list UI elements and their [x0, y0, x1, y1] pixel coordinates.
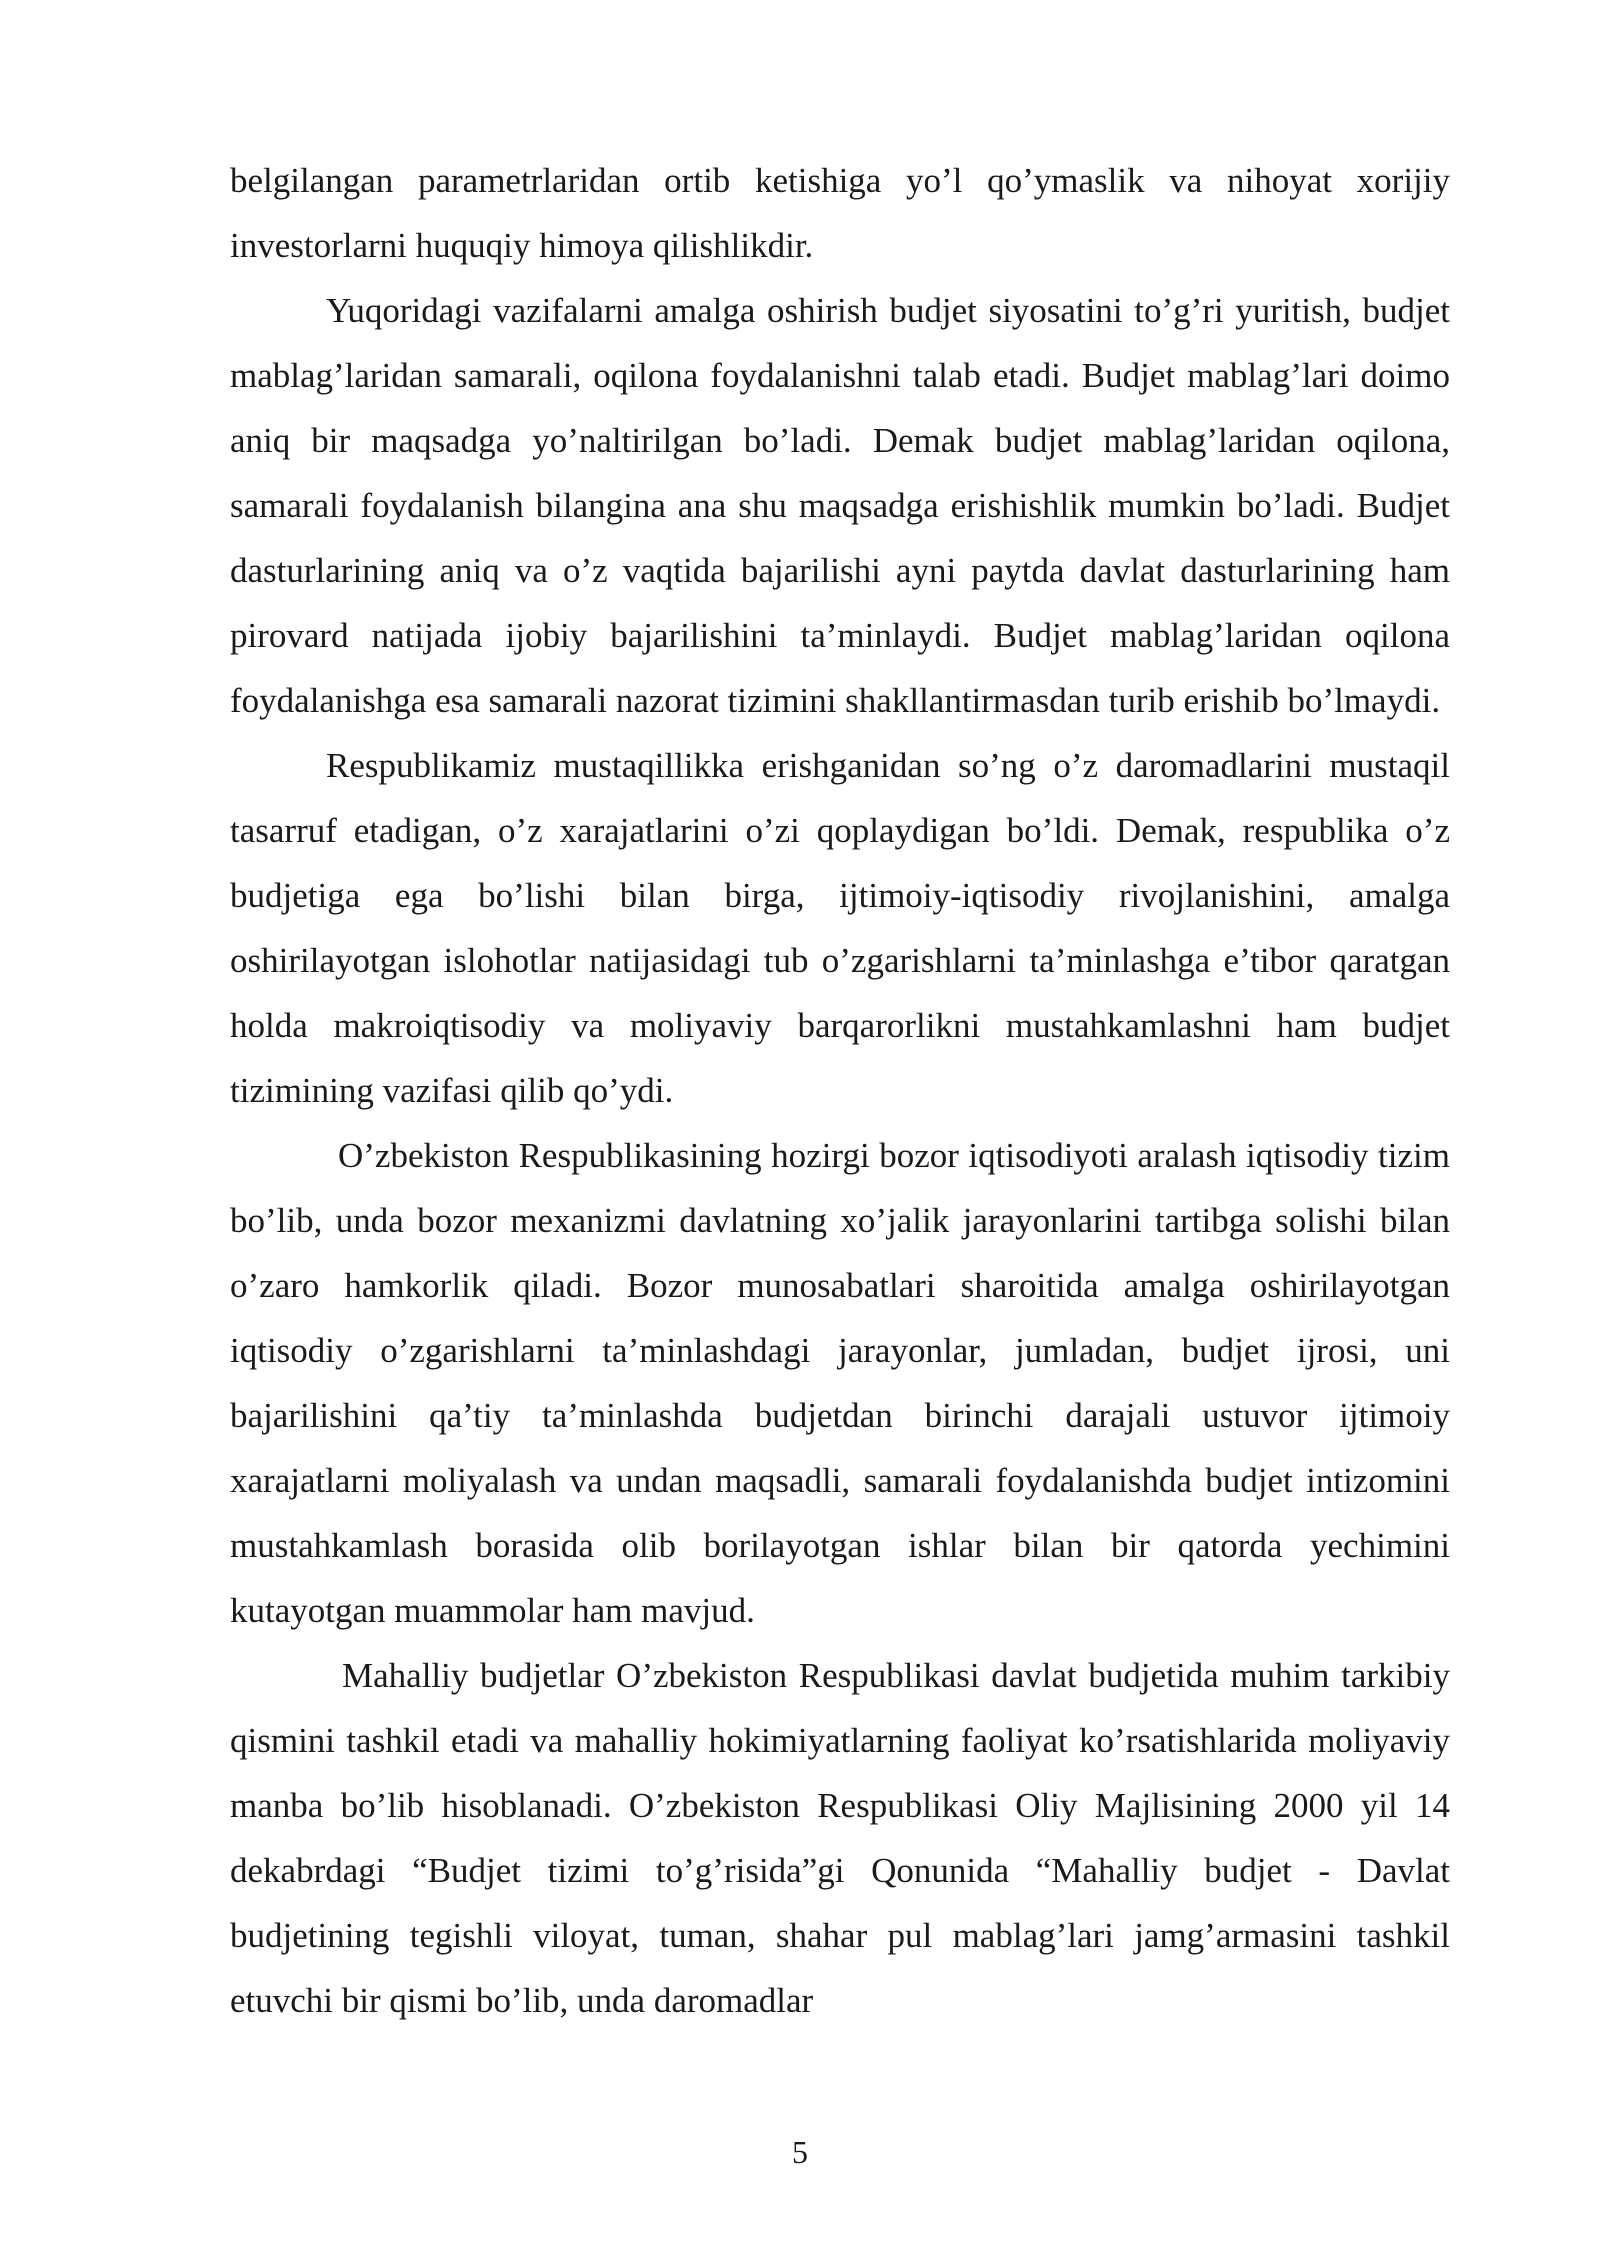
body-text [230, 148, 1450, 2033]
paragraph-independence: Respublikamiz mustaqillikka erishganidan so’ng o’z daromadlarini mustaqil tasarruf etadigan, o’z xarajatlarini o’zi qoplaydigan bo’ldi. Demak, respublika o’z budjetiga ega bo’lishi bilan birga, ijtimoiy-iqtisodiy rivojlanishini, amalga oshirilayotgan islohotlar natijasidagi tub o’zgarishlarni ta’minlashga e’tibor qaratgan holda makroiqtisodiy va moliyaviy barqarorlikni mustahkamlashni ham budjet tizimining vazifasi qilib qo’ydi. [230, 746, 1450, 1110]
paragraph-market-economy: O’zbekiston Respublikasining hozirgi bozor iqtisodiyoti aralash iqtisodiy tizim bo’lib, unda bozor mexanizmi davlatning xo’jalik jarayonlarini tartibga solishi bilan o’zaro hamkorlik qiladi. Bozor munosabatlari sharoitida amalga oshirilayotgan iqtisodiy o’zgarishlarni ta’minlashdagi jarayonlar, jumladan, budjet ijrosi, uni bajarilishini qa’tiy ta’minlashda budjetdan birinchi darajali ustuvor ijtimoiy xarajatlarni moliyalash va undan maqsadli, samarali foydalanishda budjet intizomini mustahkamlash borasida olib borilayotgan ishlar bilan bir qatorda yechimini kutayotgan muammolar ham mavjud. [230, 1136, 1450, 1630]
paragraph-continuation: belgilangan parametrlaridan ortib ketishiga yo’l qo’ymaslik va nihoyat xorijiy investorlarni huquqiy himoya qilishlikdir. [230, 161, 1450, 265]
paragraph-local-budgets: Mahalliy budjetlar O’zbekiston Respublikasi davlat budjetida muhim tarkibiy qismini tashkil etadi va mahalliy hokimiyatlarning faoliyat ko’rsatishlarida moliyaviy manba bo’lib hisoblanadi. O’zbekiston Respublikasi Oliy Majlisining 2000 yil 14 dekabrdagi “Budjet tizimi to’g’risida”gi Qonunida “Mahalliy budjet - Davlat budjetining tegishli viloyat, tuman, shahar pul mablag’lari jamg’armasini tashkil etuvchi bir qismi bo’lib, unda daromadlar [230, 1656, 1450, 2020]
page-number: 5 [792, 2134, 808, 2170]
paragraph-budget-policy: Yuqoridagi vazifalarni amalga oshirish budjet siyosatini to’g’ri yuritish, budjet mablag’laridan samarali, oqilona foydalanishni talab etadi. Budjet mablag’lari doimo aniq bir maqsadga yo’naltirilgan bo’ladi. Demak budjet mablag’laridan oqilona, samarali foydalanish bilangina ana shu maqsadga erishishlik mumkin bo’ladi. Budjet dasturlarining aniq va o’z vaqtida bajarilishi ayni paytda davlat dasturlarining ham pirovard natijada ijobiy bajarilishini ta’minlaydi. Budjet mablag’laridan oqilona foydalanishga esa samarali nazorat tizimini shakllantirmasdan turib erishib bo’lmaydi. [230, 291, 1450, 720]
